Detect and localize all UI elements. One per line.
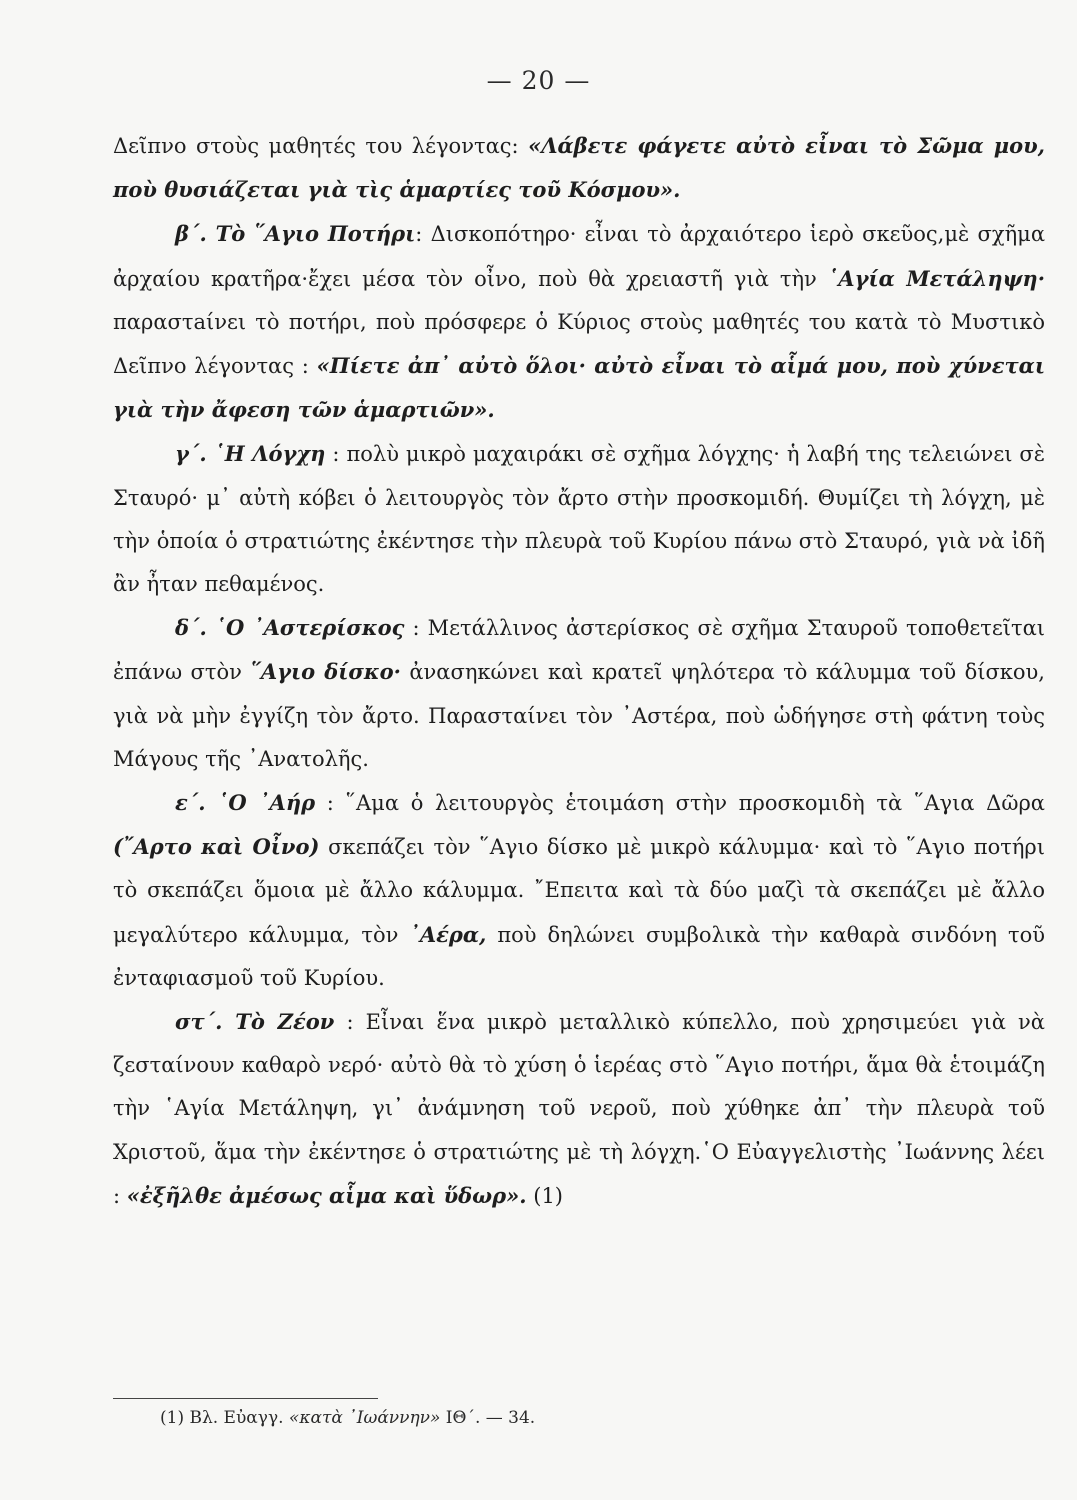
text-aer-1: : ῞Αμα ὁ λειτουργὸς ἑτοιμάση στὴν προσκομιδὴ τὰ ῞Αγια Δῶρα [315, 791, 1045, 816]
text-zeon: : Εἶναι ἕνα μικρὸ μεταλλικὸ κύπελλο, ποὺ χρησιμεύει γιὰ νὰ ζεσταίνουν καθαρὸ νερό· αὐτὸ θὰ τὸ χύση ὁ ἱερέας στὸ ῞Αγιο ποτήρι, ἅμα θὰ ἑτοιμάζη τὴν ῾Αγία Μετάληψη, γι᾿ ἀνάμνηση τοῦ νεροῦ, ποὺ χύθηκε ἀπ᾿ τὴν πλευρὰ τοῦ Χριστοῦ, ἅμα τὴν ἐκέντησε ὁ στρατιώτης μὲ τὴ λόγχη.῾Ο Εὐαγγελιστὴς ᾿Ιωάννης λέει : [113, 1010, 1045, 1208]
term-aer: ᾿Αέρα, [409, 921, 487, 947]
heading-zeon: στ΄. Τὸ Ζέον [175, 1009, 335, 1035]
footnote-prefix: (1) Βλ. Εὐαγγ. [160, 1408, 289, 1428]
text-aer-2: σκεπάζει τὸν ῞Αγιο δίσκο μὲ μικρὸ κάλυμμα· καὶ τὸ ῞Αγιο ποτήρι τὸ σκεπάζει ὅμοια μὲ ἄλλο κάλυμμα. ῎Επειτα καὶ τὰ δύο μαζὶ τὰ σκεπάζει μὲ ἄλλο μεγαλύτερο κάλυμμα, τὸν [113, 835, 1045, 947]
page-number: — 20 — [486, 66, 591, 95]
term-holy-communion: ῾Αγία Μετάληψη· [827, 265, 1046, 291]
quote-blood-of-christ: «Πίετε ἀπ᾿ αὐτὸ ὅλοι· αὐτὸ εἶναι τὸ αἷμά μου, ποὺ χύνεται γιὰ τὴν ἄφεση τῶν ἁμαρτιῶν». [113, 353, 1045, 423]
term-holy-disk: ῞Αγιο δίσκο· [250, 659, 401, 685]
footnote-rule [113, 1398, 378, 1399]
paragraph-aer [113, 781, 1045, 1000]
heading-holy-chalice: β΄. Τὸ ῞Αγιο Ποτήρι [175, 221, 416, 247]
paragraph-holy-chalice [113, 212, 1045, 432]
text-aer-3: ποὺ δηλώνει συμβολικὰ τὴν καθαρὰ σινδόνη τοῦ ἐνταφιασμοῦ τοῦ Κυρίου. [113, 922, 1045, 990]
footnote-reference: (1) [533, 1183, 563, 1208]
term-bread-and-wine: (῎Αρτο καὶ Οἶνο) [113, 834, 320, 860]
paragraph-intro-text: Δεῖπνο στοὺς μαθητές του λέγοντας: [113, 134, 529, 158]
quote-body-of-christ: «Λάβετε φάγετε αὐτὸ εἶναι τὸ Σῶμα μου, ποὺ θυσιάζεται γιὰ τὶς ἁμαρτίες τοῦ Κόσμου». [113, 133, 1045, 203]
heading-aer: ε΄. ῾Ο ᾿Αήρ [175, 790, 316, 816]
quote-blood-and-water: «ἐξῆλθε ἀμέσως αἷμα καὶ ὕδωρ». [126, 1182, 527, 1208]
text-lance: : πολὺ μικρὸ μαχαιράκι σὲ σχῆμα λόγχης· ἡ λαβή της τελειώνει σὲ Σταυρό· μ᾿ αὐτὴ κόβει ὁ λειτουργὸς τὸν ἄρτο στὴν προσκομιδή. Θυμίζει τὴ λόγχη, μὲ τὴν ὁποία ὁ στρατιώτης ἐκέντησε τὴν πλευρὰ τοῦ Κυρίου πάνω στὸ Σταυρό, γιὰ νὰ ἰδῆ ἂν ἦταν πεθαμένος. [113, 442, 1045, 597]
text-holy-chalice-1: : Δισκοπότηρο· εἶναι τὸ ἀρχαιότερο ἱερὸ σκεῦος,μὲ σχῆμα ἀρχαίου κρατῆρα·ἔχει μέσα τὸν οἶνο, ποὺ θὰ χρειαστῆ γιὰ τὴν [113, 222, 1045, 291]
footnote [160, 1408, 535, 1428]
heading-asterisk: δ΄. ῾Ο ᾿Αστερίσκος [175, 615, 405, 641]
paragraph-zeon [113, 1000, 1045, 1218]
heading-lance: γ΄. ῾Η Λόγχη [175, 441, 326, 467]
text-holy-chalice-2: παραστaίνει τὸ ποτήρι, ποὺ πρόσφερε ὁ Κύριος στοὺς μαθητές του κατὰ τὸ Μυστικὸ Δεῖπνο λέγοντας : [113, 309, 1045, 379]
text-asterisk-1: : Μετάλλινος ἀστερίσκος σὲ σχῆμα Σταυροῦ τοποθετεῖται ἐπάνω στὸν [113, 616, 1045, 685]
paragraph-lance [113, 432, 1045, 606]
paragraph-asterisk [113, 606, 1045, 781]
paragraph-intro [113, 124, 1045, 212]
body-text [113, 124, 1045, 1218]
text-asterisk-2: ἀνασηκώνει καὶ κρατεῖ ψηλότερα τὸ κάλυμμα τοῦ δίσκου, γιὰ νὰ μὴν ἐγγίζη τὸν ἄρτο. Παρασταίνει τὸν ᾿Αστέρα, ποὺ ὡδήγησε στὴ φάτνη τοὺς Μάγους τῆς ᾿Ανατολῆς. [113, 660, 1045, 771]
footnote-title: «κατὰ ᾿Ιωάννην» [288, 1408, 441, 1428]
footnote-suffix: ΙΘ΄. — 34. [440, 1408, 536, 1428]
